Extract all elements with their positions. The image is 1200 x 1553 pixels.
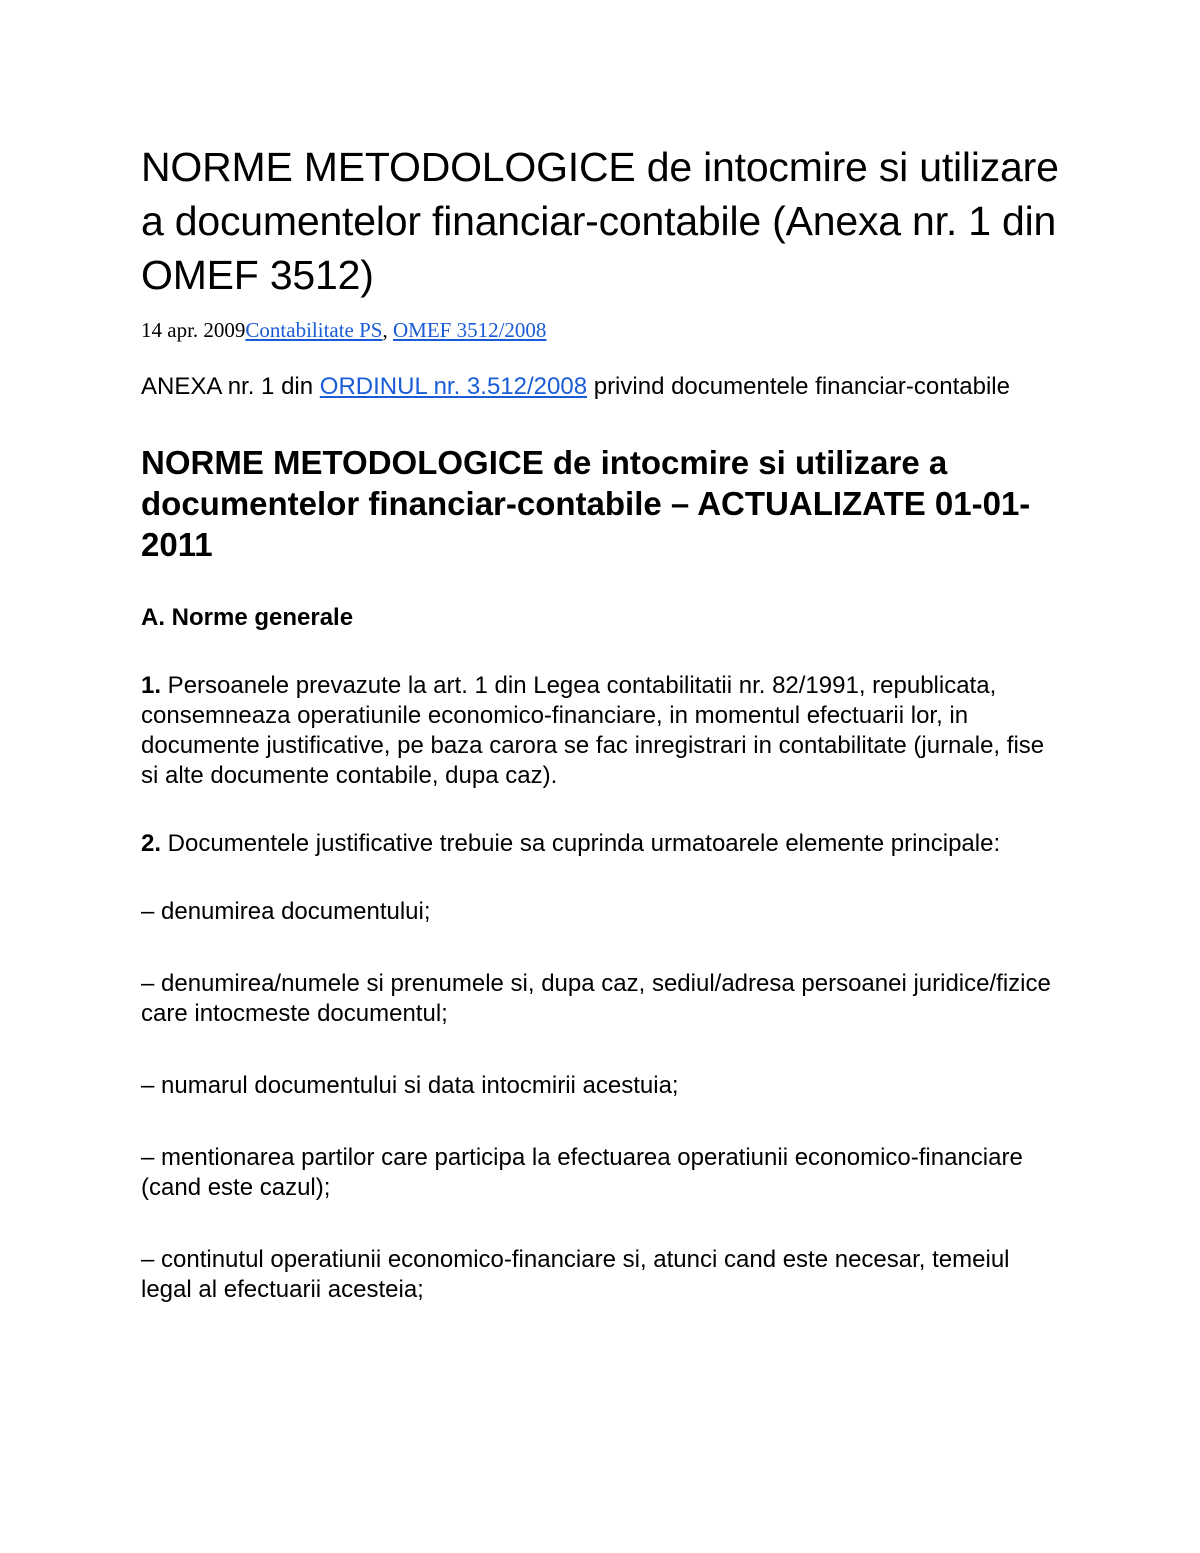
paragraph-2 — [141, 829, 1061, 859]
document-page — [141, 140, 1061, 1305]
paragraph-1 — [141, 671, 1061, 791]
paragraph-text: Documentele justificative trebuie sa cuprinda urmatoarele elemente principale: — [161, 830, 1001, 857]
category-link-contabilitate-ps[interactable]: Contabilitate PS — [245, 318, 383, 342]
elements-list — [141, 897, 1061, 1305]
ordinul-link[interactable]: ORDINUL nr. 3.512/2008 — [319, 373, 588, 400]
list-item: – continutul operatiunii economico-financiare si, atunci cand este necesar, temeiul legal al efectuarii acesteia; — [141, 1246, 1010, 1303]
paragraph-text: Persoanele prevazute la art. 1 din Legea contabilitatii nr. 82/1991, republicata, consemneaza operatiunile economico-financiare, in momentul efectuarii lor, in documente justificative, pe baza carora se fac inregistrari in contabilitate (jurnale, fise si alte documente contabile, dupa caz). — [141, 672, 1045, 789]
list-item: – denumirea documentului; — [141, 898, 431, 925]
article-meta — [141, 317, 1061, 343]
list-item: – numarul documentului si data intocmirii acestuia; — [141, 1072, 679, 1099]
paragraph-number: 2. — [141, 830, 162, 857]
list-item: – denumirea/numele si prenumele si, dupa caz, sediul/adresa persoanei juridice/fizice care intocmeste documentul; — [141, 970, 1051, 1027]
section-title: NORME METODOLOGICE de intocmire si utilizare a documentelor financiar-contabile – ACTUALIZATE 01-01-2011 — [141, 444, 1031, 563]
intro-paragraph — [141, 372, 1061, 402]
intro-prefix: ANEXA nr. 1 din — [141, 373, 320, 400]
category-link-omef-3512[interactable]: OMEF 3512/2008 — [393, 318, 547, 342]
section-subheading: A. Norme generale — [141, 604, 354, 631]
intro-suffix: privind documentele financiar-contabile — [587, 373, 1010, 400]
category-separator: , — [382, 318, 393, 342]
list-item: – mentionarea partilor care participa la efectuarea operatiunii economico-financiare (cand este cazul); — [141, 1144, 1023, 1201]
paragraph-number: 1. — [141, 672, 162, 699]
article-date: 14 apr. 2009 — [141, 318, 246, 342]
article-title: NORME METODOLOGICE de intocmire si utilizare a documentelor financiar-contabile (Anexa nr. 1 din OMEF 3512) — [141, 144, 1059, 298]
